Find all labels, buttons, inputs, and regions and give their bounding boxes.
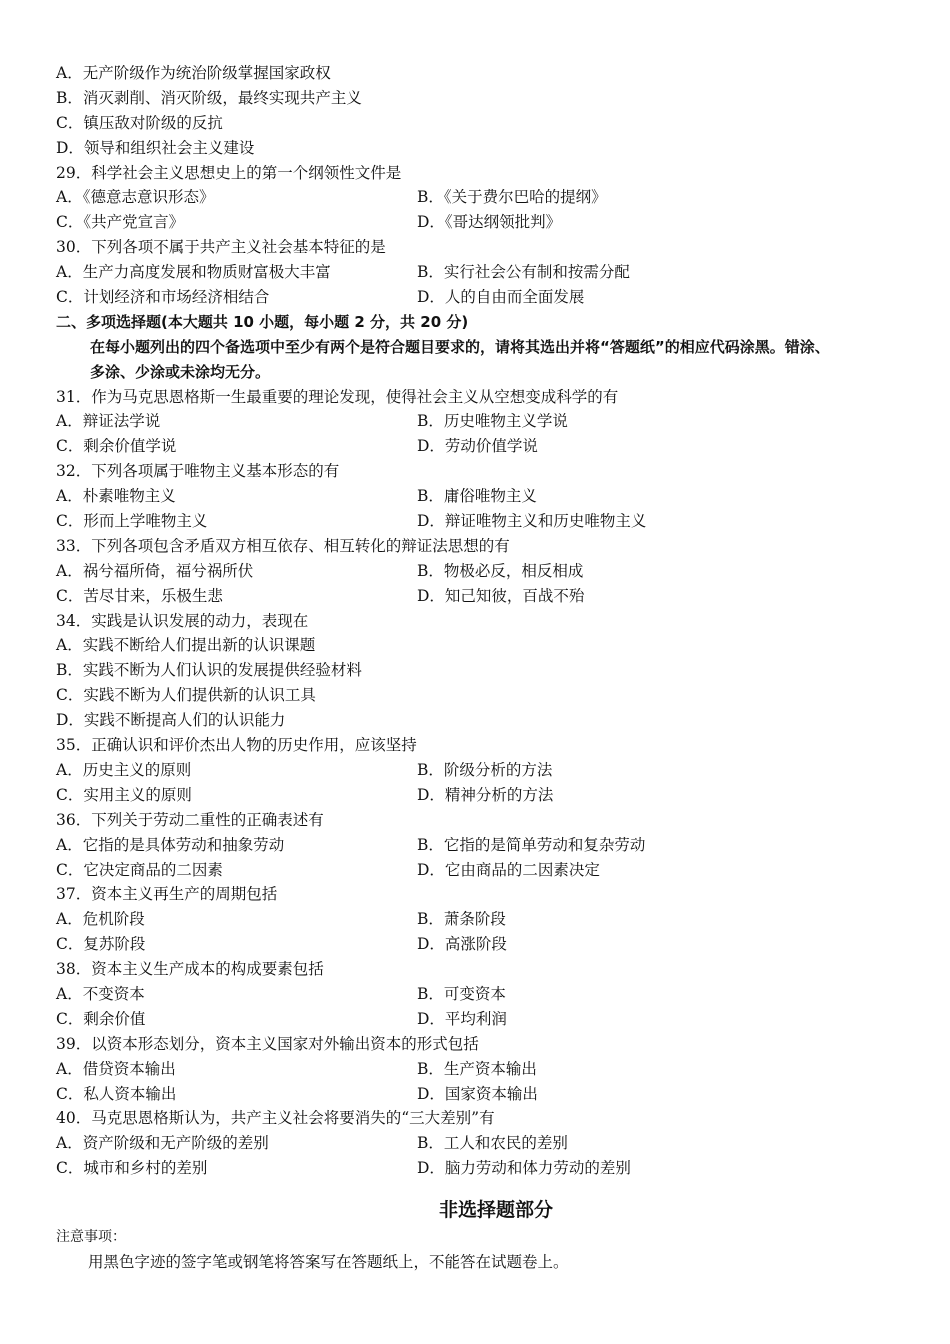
q31-options-row1 bbox=[56, 409, 916, 434]
q36-options-row1 bbox=[56, 833, 916, 858]
q40-option-c: C．城市和乡村的差别 bbox=[56, 1159, 208, 1178]
q30-stem-emphasis: 不 bbox=[153, 238, 169, 257]
q37-option-a: A．危机阶段 bbox=[56, 910, 145, 929]
q39-stem: 39．以资本形态划分，资本主义国家对外输出资本的形式包括 bbox=[56, 1034, 479, 1053]
q30-stem-pre: 30．下列各项 bbox=[56, 238, 154, 257]
q34-option-d: D．实践不断提高人们的认识能力 bbox=[56, 711, 286, 730]
q29-stem: 29．科学社会主义思想史上的第一个纲领性文件是 bbox=[56, 163, 402, 182]
q29-option-a: A．《德意志意识形态》 bbox=[56, 188, 215, 207]
q40-options-row1 bbox=[56, 1131, 916, 1156]
q38-option-a: A．不变资本 bbox=[56, 984, 145, 1003]
q30-options-row1 bbox=[56, 260, 916, 285]
q32-option-a: A．朴素唯物主义 bbox=[56, 487, 176, 506]
q32-options-row2 bbox=[56, 509, 916, 534]
q35-option-c: C．实用主义的原则 bbox=[56, 785, 192, 804]
q32-options-row1 bbox=[56, 484, 916, 509]
q33-options-row2 bbox=[56, 584, 916, 609]
q29-option-c: C．《共产党宣言》 bbox=[56, 213, 185, 232]
q30-stem-post: 属于共产主义社会基本特征的是 bbox=[168, 238, 386, 257]
q39-option-b: B．生产资本输出 bbox=[417, 1059, 537, 1078]
section2-instruction-line1: 在每小题列出的四个备选项中至少有两个是符合题目要求的，请将其选出并将“答题纸”的相应代码涂黑。错涂、 bbox=[90, 337, 830, 356]
q39-option-d: D．国家资本输出 bbox=[417, 1084, 538, 1103]
q29-options-row2 bbox=[56, 210, 916, 235]
q33-option-a: A．祸兮福所倚，福兮祸所伏 bbox=[56, 561, 254, 580]
q40-option-a: A．资产阶级和无产阶级的差别 bbox=[56, 1134, 269, 1153]
q35-option-b: B．阶级分析的方法 bbox=[417, 760, 553, 779]
q28-option-d: D．领导和组织社会主义建设 bbox=[56, 138, 255, 157]
q35-option-d: D．精神分析的方法 bbox=[417, 785, 554, 804]
q40-options-row2 bbox=[56, 1156, 916, 1181]
q31-option-c: C．剩余价值学说 bbox=[56, 437, 177, 456]
q36-option-a: A．它指的是具体劳动和抽象劳动 bbox=[56, 835, 285, 854]
q40-option-b: B．工人和农民的差别 bbox=[417, 1134, 568, 1153]
q32-option-d: D．辩证唯物主义和历史唯物主义 bbox=[417, 512, 647, 531]
q37-option-b: B．萧条阶段 bbox=[417, 910, 506, 929]
q37-options-row1 bbox=[56, 907, 916, 932]
q40-option-d: D．脑力劳动和体力劳动的差别 bbox=[417, 1159, 631, 1178]
non-choice-section-title: 非选择题部分 bbox=[438, 1199, 553, 1222]
q28-option-c: C．镇压敌对阶级的反抗 bbox=[56, 113, 223, 132]
q34-option-a: A．实践不断给人们提出新的认识课题 bbox=[56, 636, 316, 655]
q33-options-row1 bbox=[56, 559, 916, 584]
q35-options-row1 bbox=[56, 758, 916, 783]
exam-page bbox=[56, 61, 916, 1275]
q34-option-b: B．实践不断为人们认识的发展提供经验材料 bbox=[56, 661, 362, 680]
q39-options-row1 bbox=[56, 1057, 916, 1082]
q33-option-b: B．物极必反，相反相成 bbox=[417, 561, 584, 580]
q39-options-row2 bbox=[56, 1082, 916, 1107]
q37-options-row2 bbox=[56, 932, 916, 957]
q38-option-b: B．可变资本 bbox=[417, 984, 506, 1003]
q36-option-c: C．它决定商品的二因素 bbox=[56, 860, 223, 879]
q29-option-d: D．《哥达纲领批判》 bbox=[417, 213, 562, 232]
q39-option-c: C．私人资本输出 bbox=[56, 1084, 177, 1103]
q35-options-row2 bbox=[56, 783, 916, 808]
q33-stem: 33．下列各项包含矛盾双方相互依存、相互转化的辩证法思想的有 bbox=[56, 536, 510, 555]
q38-stem: 38．资本主义生产成本的构成要素包括 bbox=[56, 960, 324, 979]
q30-stem bbox=[56, 235, 916, 260]
q31-stem: 31．作为马克思恩格斯一生最重要的理论发现，使得社会主义从空想变成科学的有 bbox=[56, 387, 619, 406]
q30-option-a: A．生产力高度发展和物质财富极大丰富 bbox=[56, 263, 331, 282]
q36-option-d: D．它由商品的二因素决定 bbox=[417, 860, 600, 879]
q30-options-row2 bbox=[56, 285, 916, 310]
notice-text: 用黑色字迹的签字笔或钢笔将答案写在答题纸上，不能答在试题卷上。 bbox=[88, 1253, 569, 1272]
q28-option-b: B．消灭剥削、消灭阶级，最终实现共产主义 bbox=[56, 88, 362, 107]
q29-options-row1 bbox=[56, 185, 916, 210]
q31-option-b: B．历史唯物主义学说 bbox=[417, 412, 568, 431]
q30-option-b: B．实行社会公有制和按需分配 bbox=[417, 263, 630, 282]
notice-label: 注意事项： bbox=[56, 1229, 126, 1246]
q32-stem: 32．下列各项属于唯物主义基本形态的有 bbox=[56, 462, 340, 481]
q37-option-c: C．复苏阶段 bbox=[56, 935, 146, 954]
q31-options-row2 bbox=[56, 434, 916, 459]
q35-option-a: A．历史主义的原则 bbox=[56, 760, 192, 779]
q36-options-row2 bbox=[56, 858, 916, 883]
q34-option-c: C．实践不断为人们提供新的认识工具 bbox=[56, 686, 316, 705]
q32-option-c: C．形而上学唯物主义 bbox=[56, 512, 208, 531]
q31-option-d: D．劳动价值学说 bbox=[417, 437, 538, 456]
q30-option-c: C．计划经济和市场经济相结合 bbox=[56, 288, 270, 307]
q38-options-row2 bbox=[56, 1007, 916, 1032]
q38-option-c: C．剩余价值 bbox=[56, 1009, 146, 1028]
q38-options-row1 bbox=[56, 982, 916, 1007]
q37-stem: 37．资本主义再生产的周期包括 bbox=[56, 885, 278, 904]
section2-title: 二、多项选择题(本大题共 10 小题，每小题 2 分，共 20 分) bbox=[56, 312, 469, 331]
q32-option-b: B．庸俗唯物主义 bbox=[417, 487, 537, 506]
q33-option-c: C．苦尽甘来，乐极生悲 bbox=[56, 586, 223, 605]
q36-option-b: B．它指的是简单劳动和复杂劳动 bbox=[417, 835, 646, 854]
q38-option-d: D．平均利润 bbox=[417, 1009, 507, 1028]
q33-option-d: D．知己知彼，百战不殆 bbox=[417, 586, 585, 605]
q30-option-d: D．人的自由而全面发展 bbox=[417, 288, 585, 307]
q34-stem: 34．实践是认识发展的动力，表现在 bbox=[56, 611, 309, 630]
q40-stem: 40．马克思恩格斯认为，共产主义社会将要消失的“三大差别”有 bbox=[56, 1109, 495, 1128]
q29-option-b: B．《关于费尔巴哈的提纲》 bbox=[417, 188, 607, 207]
q28-option-a: A．无产阶级作为统治阶级掌握国家政权 bbox=[56, 64, 331, 82]
q35-stem: 35．正确认识和评价杰出人物的历史作用，应该坚持 bbox=[56, 736, 417, 755]
q36-stem: 36．下列关于劳动二重性的正确表述有 bbox=[56, 810, 324, 829]
section2-instruction-line2: 多涂、少涂或未涂均无分。 bbox=[90, 362, 271, 381]
q37-option-d: D．高涨阶段 bbox=[417, 935, 507, 954]
q31-option-a: A．辩证法学说 bbox=[56, 412, 161, 431]
q39-option-a: A．借贷资本输出 bbox=[56, 1059, 176, 1078]
